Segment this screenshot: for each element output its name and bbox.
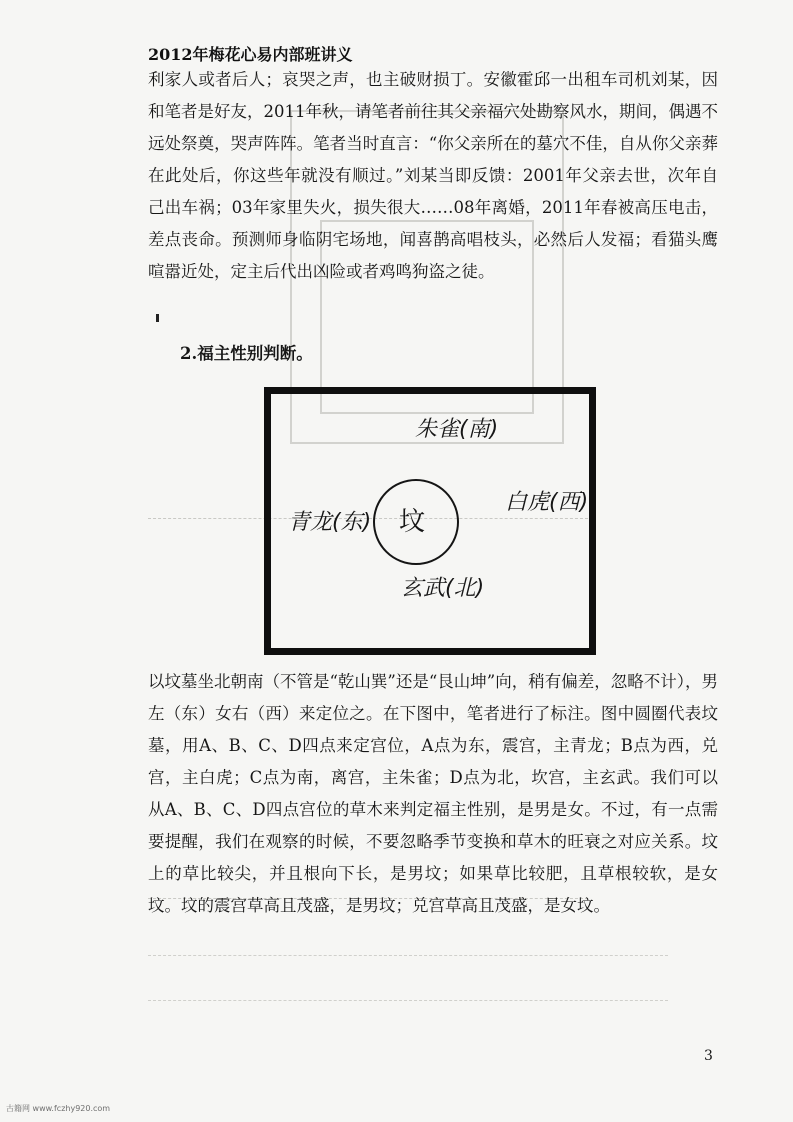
paragraph-1 [148,64,718,288]
paragraph-2 [148,666,718,922]
section-title: 2.福主性别判断。 [180,344,313,363]
grave-orientation-diagram [264,387,596,655]
bleed-through-line [148,1000,668,1009]
page-number: 3 [704,1048,713,1064]
stray-mark [156,314,159,322]
paragraph-2-text: 以坟墓坐北朝南（不管是“乾山巽”还是“艮山坤”向，稍有偏差，忽略不计），男左（东）女右（西）来定位之。在下图中，笔者进行了标注。图中圆圈代表坟墓，用A、B、C、D四点来定宫位，A点为东，震宫，主青龙；B点为西，兑宫，主白虎；C点为南，离宫，主朱雀；D点为北，坎宫，主玄武。我们可以从A、B、C、D四点宫位的草木来判定福主性别，是男是女。不过，有一点需要提醒，我们在观察的时候，不要忽略季节变换和草木的旺衰之对应关系。坟上的草比较尖，并且根向下长，是男坟；如果草比较肥，且草根较软，是女坟。坟的震宫草高且茂盛，是男坟；兑宫草高且茂盛，是女坟。 [148,672,718,915]
grave-label: 坟 [399,507,426,537]
paragraph-1-text: 利家人或者后人；哀哭之声，也主破财损丁。安徽霍邱一出租车司机刘某，因和笔者是好友，2011年秋，请笔者前往其父亲福穴处勘察风水，期间，偶遇不远处祭奠，哭声阵阵。笔者当时直言：“你父亲所在的墓穴不佳，自从你父亲葬在此处后，你这些年就没有顺过。”刘某当即反馈：2001年父亲去世，次年自己出车祸；03年家里失火，损失很大……08年离婚，2011年春被高压电击，差点丧命。预测师身临阴宅场地，闻喜鹊高唱枝头，必然后人发福；看猫头鹰喧嚣近处，定主后代出凶险或者鸡鸣狗盗之徒。 [148,70,718,281]
label-baihu-west: 白虎(西) [505,490,589,515]
footer-watermark: 古籍网 www.fczhy920.com [6,1104,111,1113]
label-xuanwu-north: 玄武(北) [401,576,485,601]
label-zhuque-south: 朱雀(南) [415,417,499,442]
page-header: 2012年梅花心易内部班讲义 [148,45,353,64]
bleed-through-line [148,955,668,964]
label-qinglong-east: 青龙(东) [288,510,372,535]
